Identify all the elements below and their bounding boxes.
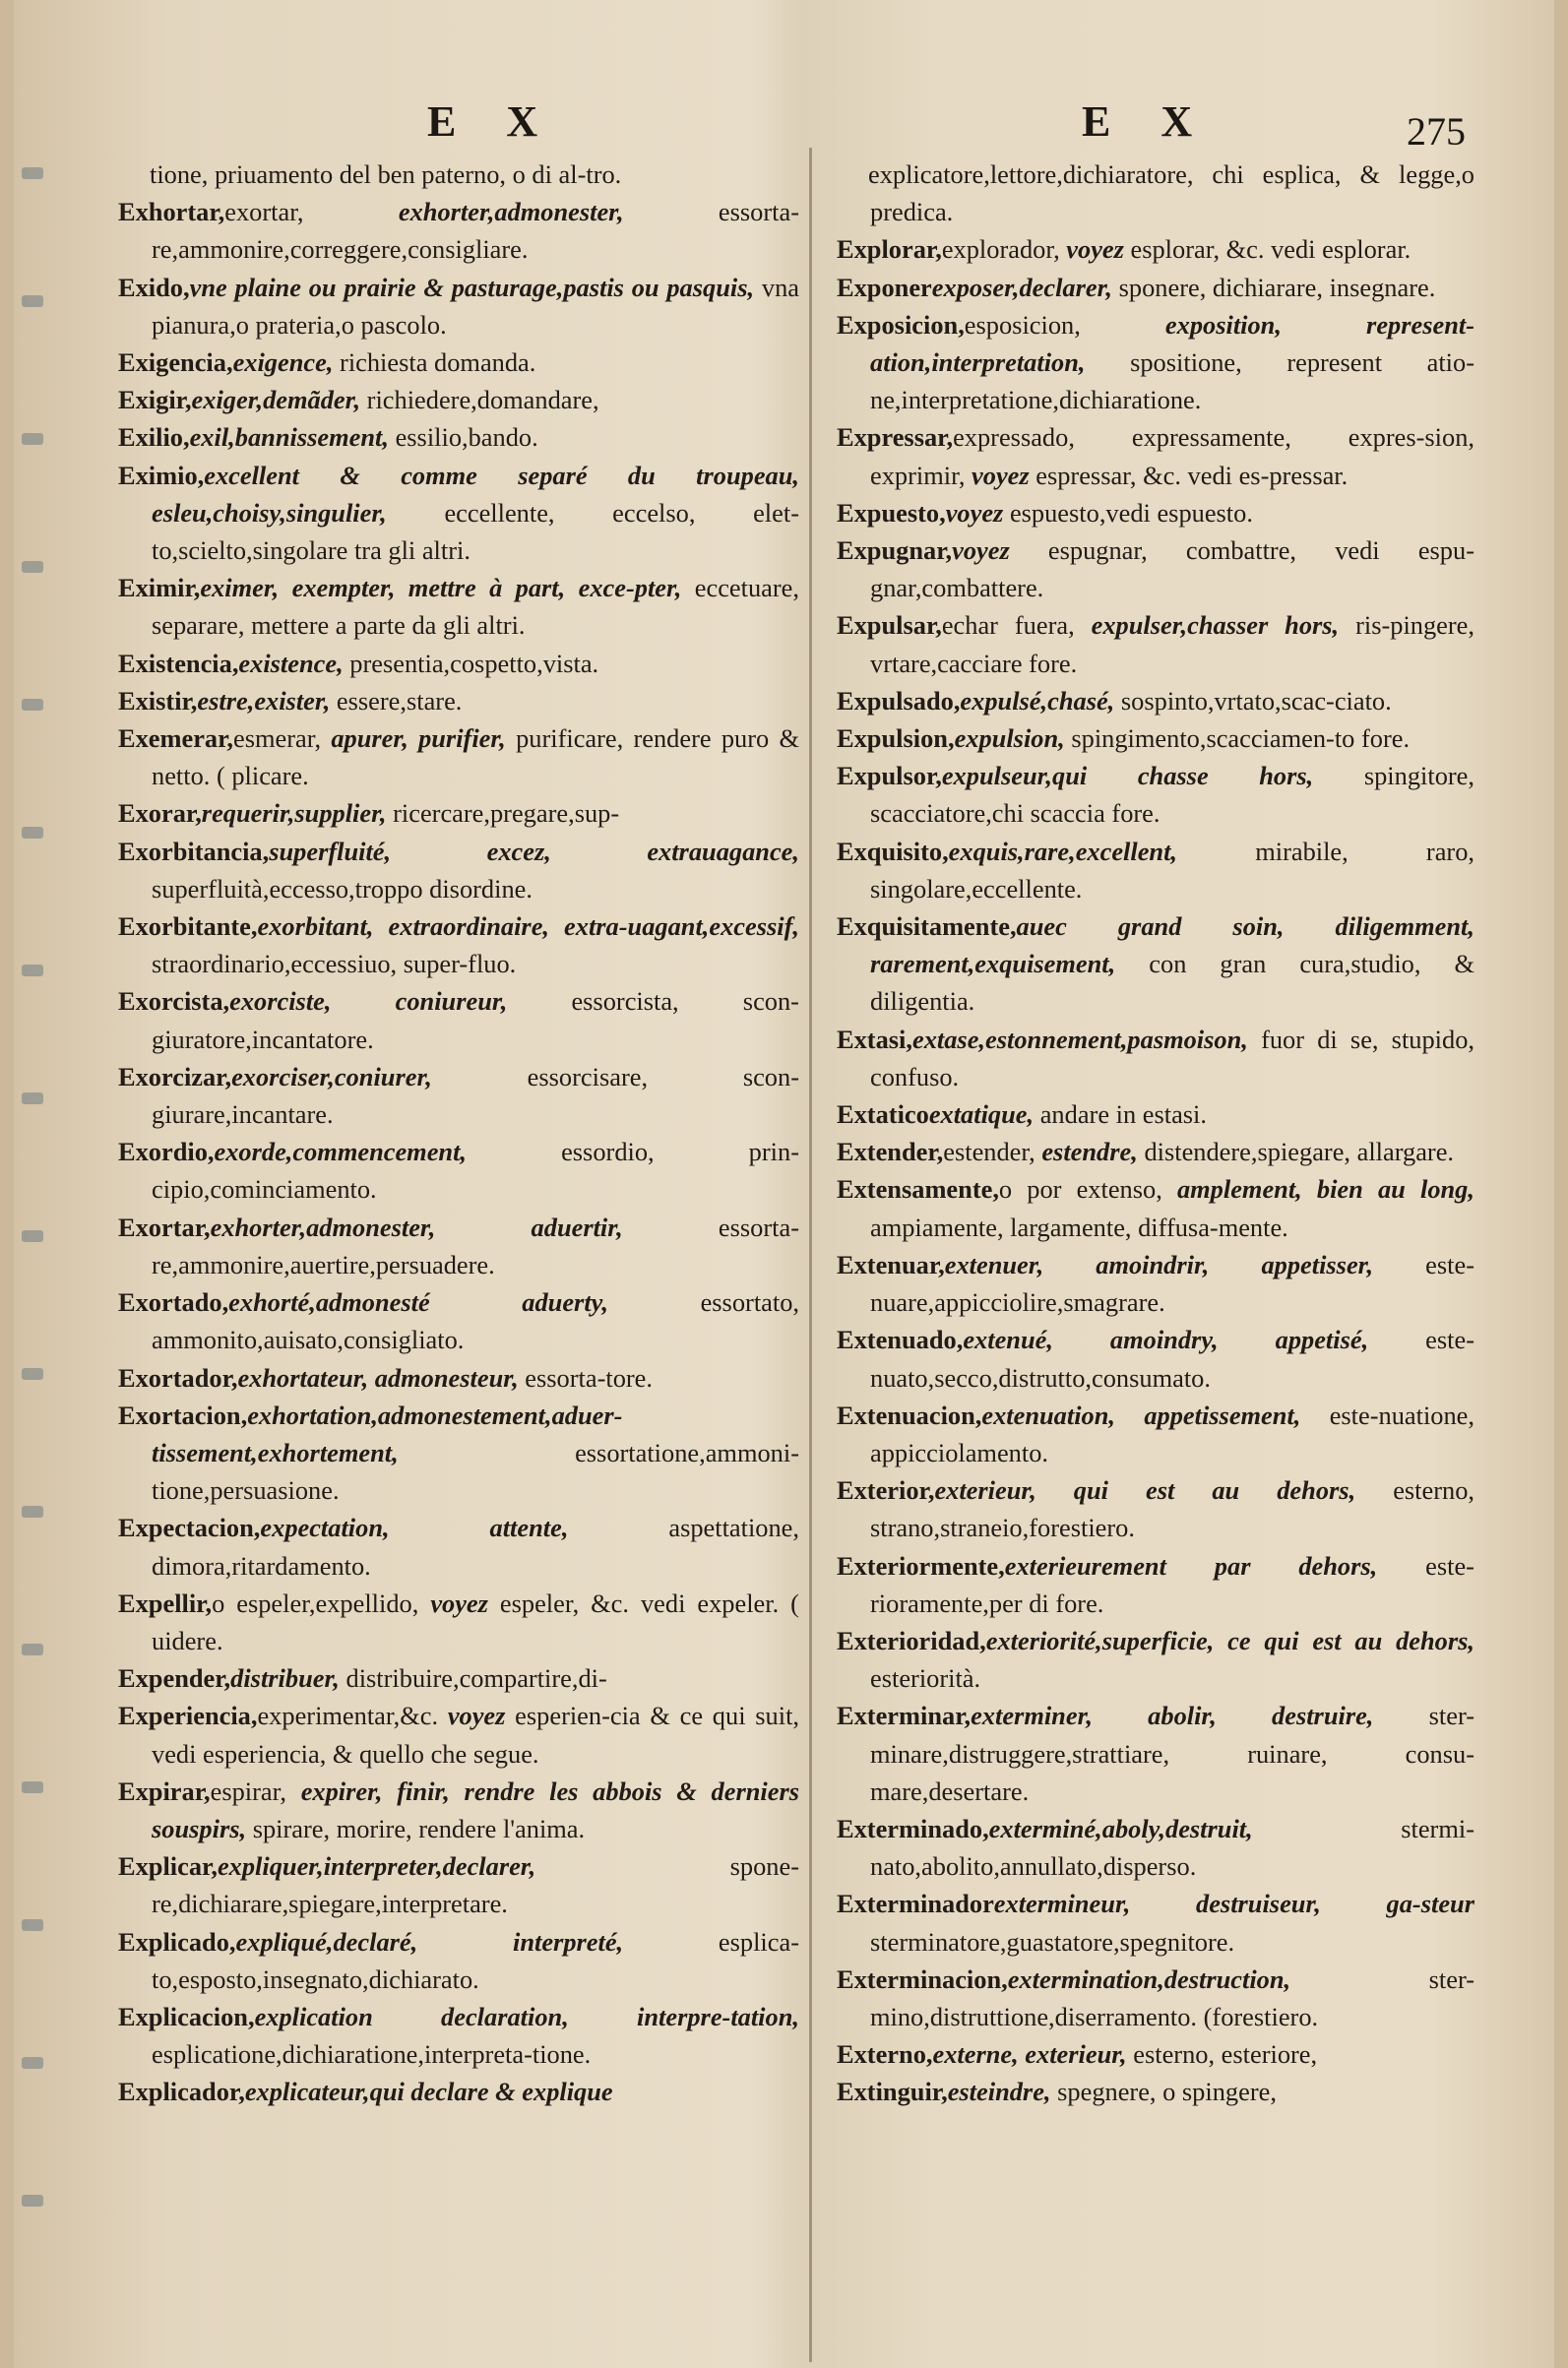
dictionary-entry <box>837 1547 1474 1622</box>
dictionary-entry <box>837 1246 1474 1321</box>
french-gloss: voyez <box>430 1588 488 1618</box>
dictionary-entry <box>837 531 1474 606</box>
french-gloss: extermination,destruction, <box>1007 1963 1291 1994</box>
headword: Exponer <box>837 272 932 302</box>
headword: Extenuar, <box>837 1249 945 1279</box>
italian-gloss: presentia,cospetto,vista. <box>349 648 599 678</box>
continued-text: tione, priuamento del ben paterno, o di al-tro. <box>150 159 622 189</box>
headword: Exorcizar, <box>118 1061 232 1091</box>
headword: Expulsar, <box>837 610 942 641</box>
headword: Exorbitante, <box>118 911 258 942</box>
french-gloss: exposition, represent-ation,interpretation, <box>870 309 1474 378</box>
italian-gloss: spingitore, scacciatore,chi scaccia fore. <box>870 761 1474 829</box>
dictionary-entry <box>118 418 799 456</box>
dictionary-entry <box>118 719 799 794</box>
dictionary-entry <box>837 1321 1474 1396</box>
italian-gloss: sospinto,vrtato,scac-ciato. <box>1120 685 1392 716</box>
italian-gloss: espuesto,vedi espuesto. <box>1009 497 1253 528</box>
italian-gloss: essorcisare, scon-giurare,incantare. <box>152 1061 799 1130</box>
italian-gloss: vna pianura,o prateria,o pascolo. <box>152 272 799 340</box>
headword: Exquisito, <box>837 836 949 866</box>
italian-gloss: spone-re,dichiarare,spiegare,interpretare. <box>152 1851 799 1919</box>
dictionary-entry <box>118 1397 799 1510</box>
book-page <box>14 0 1554 2368</box>
spanish-variant: exortar, <box>224 197 304 227</box>
headword: Expellir, <box>118 1588 213 1618</box>
dictionary-entry <box>118 907 799 982</box>
french-gloss: extenuer, amoindrir, appetisser, <box>944 1249 1374 1279</box>
dictionary-entry <box>118 569 799 644</box>
italian-gloss: straordinario,eccessiuo, super-fluo. <box>152 949 517 979</box>
headword: Exterminacion, <box>837 1963 1008 1994</box>
italian-gloss: ris-pingere, vrtare,cacciare fore. <box>870 610 1474 678</box>
dictionary-entry <box>837 1697 1474 1810</box>
page-edge-stains <box>14 148 53 2313</box>
dictionary-entry <box>118 269 799 343</box>
dictionary-entry <box>837 1961 1474 2035</box>
french-gloss: expulseur,qui chasse hors, <box>941 761 1314 791</box>
dictionary-entry <box>118 381 799 418</box>
dictionary-entry <box>837 230 1474 268</box>
column-rule <box>809 148 812 2362</box>
headword: Expugnar, <box>837 535 953 566</box>
headword: Extenuacion, <box>837 1400 982 1430</box>
italian-gloss: ampiamente, largamente, diffusa-mente. <box>870 1212 1288 1242</box>
french-gloss: exorbitant, extraordinaire, extra-uagant,excessif, <box>257 911 799 942</box>
italian-gloss: essortatione,ammoni-tione,persuasione. <box>152 1437 799 1506</box>
french-gloss: estre,exister, <box>197 685 331 716</box>
dictionary-entry <box>118 833 799 907</box>
french-gloss: exil,bannissement, <box>189 422 389 453</box>
headword: Exilio, <box>118 422 190 453</box>
italian-gloss: distendere,spiegare, allargare. <box>1144 1137 1455 1167</box>
french-gloss: existence, <box>238 648 344 678</box>
headword: Expender, <box>118 1663 231 1694</box>
dictionary-entry <box>837 306 1474 419</box>
headword: Extinguir, <box>837 2077 948 2107</box>
italian-gloss: esplica-to,esposto,insegnato,dichiarato. <box>152 1926 799 1994</box>
spanish-variant: expressado, expressamente, expres-sion, exprimir, <box>870 422 1474 490</box>
french-gloss: eximer, exempter, mettre à part, exce-pter, <box>200 573 682 603</box>
dictionary-entry <box>118 1509 799 1584</box>
dictionary-entry <box>118 1697 799 1772</box>
french-gloss: exhorté,admonesté aduerty, <box>228 1287 608 1318</box>
headword: Expressar, <box>837 422 954 453</box>
headword: Extatico <box>837 1099 929 1130</box>
french-gloss: exhortateur, admonesteur, <box>237 1362 519 1393</box>
dictionary-entry <box>118 1847 799 1922</box>
headword: Explicado, <box>118 1926 236 1957</box>
right-running-head: E X <box>1082 97 1213 146</box>
dictionary-entry <box>118 457 799 570</box>
left-column <box>118 156 799 2360</box>
headword: Extasi, <box>837 1024 912 1054</box>
french-gloss: voyez <box>447 1701 506 1731</box>
french-gloss: exterieurement par dehors, <box>1004 1550 1378 1581</box>
headword: Explorar, <box>837 234 942 265</box>
french-gloss: esteindre, <box>947 2077 1051 2107</box>
dictionary-entry <box>837 418 1474 493</box>
dictionary-entry <box>118 1585 799 1659</box>
french-gloss: extenué, amoindry, appetisé, <box>963 1325 1369 1355</box>
headword: Expuesto, <box>837 497 946 528</box>
italian-gloss: esterno, esteriore, <box>1133 2039 1318 2070</box>
dictionary-entry <box>118 982 799 1057</box>
french-gloss: expirer, finir, rendre les abbois & derniers souspirs, <box>152 1776 799 1843</box>
french-gloss: apurer, purifier, <box>331 723 506 754</box>
headword: Expectacion, <box>118 1513 261 1543</box>
page-number: 275 <box>1407 109 1466 154</box>
dictionary-entry <box>118 682 799 719</box>
french-gloss: requerir,supplier, <box>201 798 387 829</box>
dictionary-entry <box>118 1058 799 1133</box>
dictionary-entry <box>837 1471 1474 1546</box>
dictionary-entry <box>837 494 1474 531</box>
french-gloss: exposer,declarer, <box>931 272 1113 302</box>
french-gloss: extase,estonnement,pasmoison, <box>911 1024 1248 1054</box>
dictionary-entry <box>837 907 1474 1021</box>
dictionary-entry <box>837 1810 1474 1885</box>
italian-gloss: ricercare,pregare,sup- <box>393 798 620 829</box>
dictionary-entry <box>118 1283 799 1358</box>
spanish-variant: espirar, <box>210 1776 286 1806</box>
headword: Exordio, <box>118 1137 215 1167</box>
italian-gloss: eccetuare, separare, mettere a parte da gli altri. <box>152 573 799 641</box>
italian-gloss: espugnar, combattre, vedi espu-gnar,combattere. <box>870 535 1474 603</box>
italian-gloss: espeler, &c. vedi expeler. ( uidere. <box>152 1588 799 1655</box>
french-gloss: voyez <box>1066 234 1124 265</box>
italian-gloss: aspettatione, dimora,ritardamento. <box>152 1513 799 1581</box>
french-gloss: expliquer,interpreter,declarer, <box>217 1851 536 1882</box>
headword: Explicador, <box>118 2077 245 2107</box>
dictionary-entry <box>837 757 1474 832</box>
french-gloss: exorciser,coniurer, <box>231 1061 432 1091</box>
french-gloss: exhorter,admonester, aduertir, <box>210 1212 623 1242</box>
spanish-variant: estender, <box>943 1137 1035 1167</box>
italian-gloss: mirabile, raro, singolare,eccellente. <box>870 836 1474 904</box>
dictionary-entry <box>118 1923 799 1998</box>
headword: Expirar, <box>118 1776 211 1806</box>
italian-gloss: este-nuatione, appicciolamento. <box>870 1400 1474 1467</box>
italian-gloss: espressar, &c. vedi es-pressar. <box>1035 460 1348 490</box>
dictionary-entry <box>837 1133 1474 1170</box>
headword: Externo, <box>837 2039 933 2070</box>
headword: Extender, <box>837 1137 944 1167</box>
french-gloss: auec grand soin, diligemment, rarement,exquisement, <box>870 911 1474 979</box>
spanish-variant: explorador, <box>941 234 1060 265</box>
headword: Existir, <box>118 685 198 716</box>
dictionary-entry <box>837 2035 1474 2073</box>
headword: Experiencia, <box>118 1701 258 1731</box>
dictionary-entry <box>837 1397 1474 1471</box>
italian-gloss: essorta-tore. <box>525 1362 653 1393</box>
dictionary-entry <box>837 1885 1474 1960</box>
headword: Exterminado, <box>837 1813 989 1843</box>
spanish-variant: experimentar,&c. <box>257 1701 439 1731</box>
french-gloss: exteriorité,superficie, ce qui est au dehors, <box>985 1625 1474 1655</box>
italian-gloss: distribuire,compartire,di- <box>345 1663 607 1694</box>
italian-gloss: spirare, morire, rendere l'anima. <box>252 1813 586 1843</box>
dictionary-entry <box>118 193 799 268</box>
headword: Exortacion, <box>118 1400 248 1430</box>
headword: Exterminar, <box>837 1701 972 1731</box>
dictionary-entry <box>118 1359 799 1397</box>
headword: Exortador, <box>118 1362 238 1393</box>
headword: Existencia, <box>118 648 239 678</box>
french-gloss: expulsé,chasé, <box>960 685 1115 716</box>
french-gloss: amplement, bien au long, <box>1176 1174 1474 1205</box>
dictionary-entry <box>118 1209 799 1283</box>
dictionary-entry <box>837 156 1474 230</box>
french-gloss: excellent & comme separé du troupeau, esleu,choisy,singulier, <box>152 460 799 528</box>
french-gloss: extatique, <box>928 1099 1035 1130</box>
headword: Exposicion, <box>837 309 965 340</box>
french-gloss: expliqué,declaré, interpreté, <box>235 1926 624 1957</box>
french-gloss: exorde,commencement, <box>214 1137 468 1167</box>
dictionary-entry <box>118 1659 799 1697</box>
italian-gloss: con gran cura,studio, & diligentia. <box>870 949 1474 1017</box>
italian-gloss: stermi-nato,abolito,annullato,disperso. <box>870 1813 1474 1882</box>
italian-gloss: spositione, represent atio-ne,interpretatione,dichiaratione. <box>870 347 1474 415</box>
italian-gloss: essere,stare. <box>336 685 463 716</box>
italian-gloss: essorta-re,ammonire,auertire,persuadere. <box>152 1212 799 1279</box>
italian-gloss: essilio,bando. <box>395 422 538 453</box>
headword: Exterioridad, <box>837 1625 986 1655</box>
headword: Exterior, <box>837 1475 935 1506</box>
continued-text: explicatore,lettore,dichiaratore, chi esplica, & legge,o predica. <box>868 159 1474 227</box>
italian-gloss: essortato, ammonito,auisato,consigliato. <box>152 1287 799 1355</box>
headword: Exemerar, <box>118 723 234 754</box>
italian-gloss: este-rioramente,per di fore. <box>870 1550 1474 1618</box>
headword: Expulsion, <box>837 723 955 754</box>
headword: Exhortar, <box>118 197 225 227</box>
french-gloss: estendre, <box>1041 1137 1138 1167</box>
dictionary-entry <box>118 1773 799 1847</box>
spanish-variant: esposicion, <box>964 309 1081 340</box>
dictionary-entry <box>837 1095 1474 1133</box>
french-gloss: exigence, <box>232 347 334 378</box>
italian-gloss: esplorar, &c. vedi esplorar. <box>1130 234 1411 265</box>
french-gloss: explication declaration, interpre-tation, <box>254 2001 799 2031</box>
italian-gloss: andare in estasi. <box>1039 1099 1207 1130</box>
french-gloss: explicateur,qui declare & explique <box>244 2077 613 2107</box>
headword: Exorcista, <box>118 986 230 1017</box>
headword: Exteriormente, <box>837 1550 1005 1581</box>
french-gloss: exhortation,admonestement,aduer-tissement,exhortement, <box>152 1400 623 1467</box>
french-gloss: exterieur, qui est au dehors, <box>934 1475 1356 1506</box>
headword: Exterminador <box>837 1889 994 1919</box>
french-gloss: externe, exterieur, <box>932 2039 1127 2070</box>
italian-gloss: este-nuare,appicciolire,smagrare. <box>870 1249 1474 1318</box>
french-gloss: distribuer, <box>230 1663 340 1694</box>
dictionary-entry <box>837 682 1474 719</box>
italian-gloss: esperien-cia & ce qui suit, vedi esperiencia, & quello che segue. <box>152 1701 799 1769</box>
french-gloss: exhorter,admonester, <box>398 197 624 227</box>
dictionary-entry <box>118 1133 799 1208</box>
french-gloss: exterminer, abolir, destruire, <box>971 1701 1374 1731</box>
italian-gloss: ster-minare,distruggere,strattiare, ruinare, consu-mare,desertare. <box>870 1701 1474 1806</box>
italian-gloss: essorta-re,ammonire,correggere,consigliare. <box>152 197 799 265</box>
french-gloss: exorciste, coniureur, <box>229 986 508 1017</box>
french-gloss: extenuation, appetissement, <box>981 1400 1301 1430</box>
italian-gloss: spegnere, o spingere, <box>1057 2077 1277 2107</box>
right-column <box>837 156 1474 2360</box>
french-gloss: expulsion, <box>954 723 1065 754</box>
headword: Extensamente, <box>837 1174 999 1205</box>
headword: Explicacion, <box>118 2001 255 2031</box>
headword: Exorar, <box>118 798 202 829</box>
spanish-variant: o espeler,expellido, <box>212 1588 419 1618</box>
headword: Exigencia, <box>118 347 233 378</box>
italian-gloss: essordio, prin-cipio,cominciamento. <box>152 1137 799 1205</box>
dictionary-entry <box>118 343 799 381</box>
italian-gloss: superfluità,eccesso,troppo disordine. <box>152 873 533 904</box>
french-gloss: exterminé,aboly,destruit, <box>988 1813 1253 1843</box>
left-running-head: E X <box>427 97 558 146</box>
spanish-variant: echar fuera, <box>941 610 1075 641</box>
headword: Expulsado, <box>837 685 961 716</box>
italian-gloss: esteriorità. <box>870 1663 981 1694</box>
dictionary-entry <box>118 156 799 193</box>
spanish-variant: o por extenso, <box>998 1174 1162 1205</box>
headword: Exortado, <box>118 1287 229 1318</box>
dictionary-entry <box>837 269 1474 306</box>
headword: Exorbitancia, <box>118 836 270 866</box>
italian-gloss: richiedere,domandare, <box>366 385 599 415</box>
french-gloss: vne plaine ou prairie & pasturage,pastis ou pasquis, <box>189 272 755 302</box>
italian-gloss: essorcista, scon-giuratore,incantatore. <box>152 986 799 1054</box>
italian-gloss: spingimento,scacciamen-to fore. <box>1071 723 1411 754</box>
italian-gloss: sterminatore,guastatore,spegnitore. <box>870 1926 1235 1957</box>
headword: Exido, <box>118 272 190 302</box>
headword: Exigir, <box>118 385 192 415</box>
dictionary-entry <box>837 719 1474 757</box>
headword: Exquisitamente, <box>837 911 1017 942</box>
italian-gloss: richiesta domanda. <box>340 347 536 378</box>
dictionary-entry <box>837 2073 1474 2110</box>
dictionary-entry <box>837 1622 1474 1697</box>
french-gloss: exiger,demãder, <box>191 385 361 415</box>
headword: Explicar, <box>118 1851 218 1882</box>
italian-gloss: fuor di se, stupido, confuso. <box>870 1024 1474 1091</box>
french-gloss: voyez <box>952 535 1010 566</box>
dictionary-entry <box>837 606 1474 681</box>
french-gloss: expectation, attente, <box>260 1513 569 1543</box>
italian-gloss: esterno, strano,straneio,forestiero. <box>870 1475 1474 1543</box>
headword: Expulsor, <box>837 761 942 791</box>
dictionary-entry <box>837 1021 1474 1095</box>
italian-gloss: sponere, dichiarare, insegnare. <box>1118 272 1436 302</box>
headword: Eximir, <box>118 573 201 603</box>
dictionary-entry <box>118 794 799 832</box>
french-gloss: superfluité, excez, extrauagance, <box>269 836 799 866</box>
headword: Extenuado, <box>837 1325 964 1355</box>
spanish-variant: esmerar, <box>233 723 322 754</box>
dictionary-entry <box>118 2073 799 2110</box>
italian-gloss: este-nuato,secco,distrutto,consumato. <box>870 1325 1474 1393</box>
french-gloss: voyez <box>972 460 1030 490</box>
dictionary-entry <box>837 833 1474 907</box>
italian-gloss: esplicatione,dichiaratione,interpreta-tione. <box>152 2039 592 2070</box>
italian-gloss: eccellente, eccelso, elet-to,scielto,singolare tra gli altri. <box>152 497 799 566</box>
french-gloss: exquis,rare,excellent, <box>948 836 1178 866</box>
headword: Eximio, <box>118 460 205 490</box>
french-gloss: voyez <box>945 497 1004 528</box>
dictionary-entry <box>118 645 799 682</box>
italian-gloss: purificare, rendere puro & netto. ( plicare. <box>152 723 799 791</box>
italian-gloss: ster-mino,distruttione,diserramento. (forestiero. <box>870 1963 1474 2031</box>
dictionary-entry <box>837 1170 1474 1245</box>
headword: Exortar, <box>118 1212 211 1242</box>
french-gloss: expulser,chasser hors, <box>1091 610 1340 641</box>
french-gloss: extermineur, destruiseur, ga-steur <box>993 1889 1474 1919</box>
dictionary-entry <box>118 1998 799 2073</box>
